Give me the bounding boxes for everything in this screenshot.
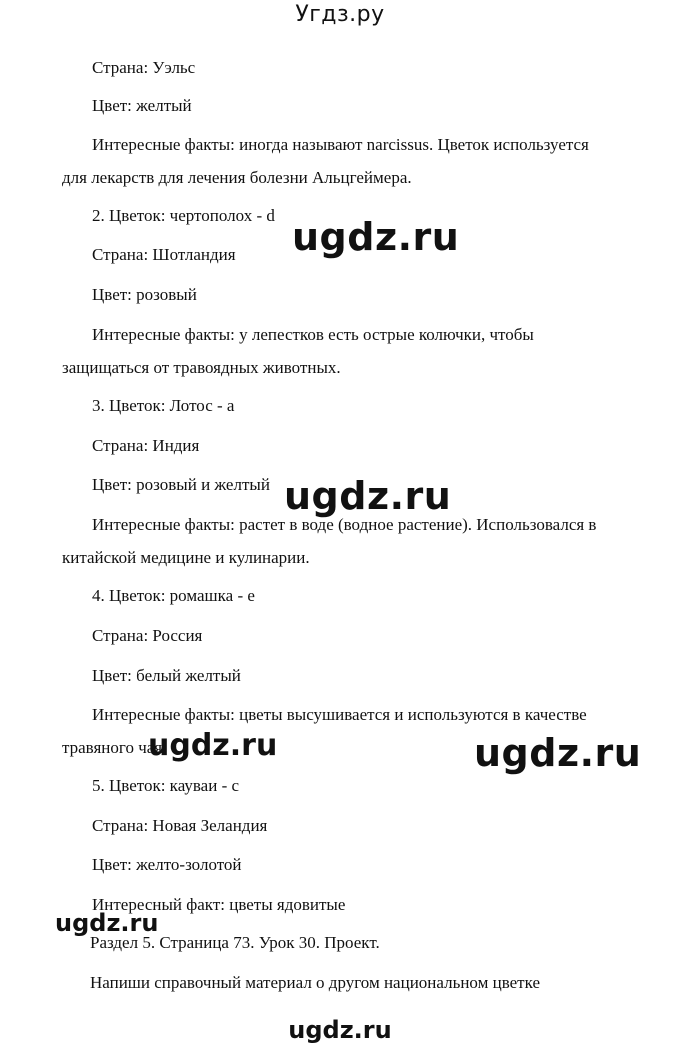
item-3-lotus: 3. Цветок: Лотос - a — [92, 396, 235, 415]
country-new-zealand: Страна: Новая Зеландия — [92, 816, 268, 835]
color-golden-yellow: Цвет: желто-золотой — [92, 855, 242, 874]
watermark: ugdz.ru — [55, 909, 159, 937]
item-2-thistle: 2. Цветок: чертополох - d — [92, 206, 275, 225]
footer-watermark: ugdz.ru — [288, 1016, 392, 1044]
color-pink-yellow: Цвет: розовый и желтый — [92, 475, 270, 494]
facts-lotus-1: Интересные факты: растет в воде (водное растение). Использовался в — [92, 515, 597, 534]
item-5-kowhai: 5. Цветок: кауваи - c — [92, 776, 240, 795]
country-russia: Страна: Россия — [92, 626, 203, 645]
watermark: ugdz.ru — [474, 731, 642, 775]
watermark: ugdz.ru — [284, 474, 452, 518]
site-header: Угдз.ру — [295, 2, 385, 27]
country-scotland: Страна: Шотландия — [92, 245, 236, 264]
fact-kowhai: Интересный факт: цветы ядовитые — [92, 895, 346, 914]
facts-thistle-1: Интересные факты: у лепестков есть острые колючки, чтобы — [92, 325, 534, 344]
country-india: Страна: Индия — [92, 436, 200, 455]
color-yellow: Цвет: желтый — [92, 96, 192, 115]
watermark: ugdz.ru — [292, 215, 460, 259]
color-pink: Цвет: розовый — [92, 285, 197, 304]
section-heading: Раздел 5. Страница 73. Урок 30. Проект. — [90, 933, 380, 952]
facts-chamomile-2: травяного чая. — [62, 738, 167, 757]
item-4-chamomile: 4. Цветок: ромашка - e — [92, 586, 255, 605]
facts-narcissus-2: для лекарств для лечения болезни Альцгеймера. — [62, 168, 412, 187]
facts-thistle-2: защищаться от травоядных животных. — [62, 358, 341, 377]
country-wales: Страна: Уэльс — [92, 58, 196, 77]
facts-chamomile-1: Интересные факты: цветы высушивается и используются в качестве — [92, 705, 587, 724]
facts-narcissus-1: Интересные факты: иногда называют narcissus. Цветок используется — [92, 135, 589, 154]
task-text: Напиши справочный материал о другом национальном цветке — [90, 973, 540, 992]
facts-lotus-2: китайской медицине и кулинарии. — [62, 548, 310, 567]
watermark: ugdz.ru — [148, 728, 278, 763]
color-white-yellow: Цвет: белый желтый — [92, 666, 241, 685]
